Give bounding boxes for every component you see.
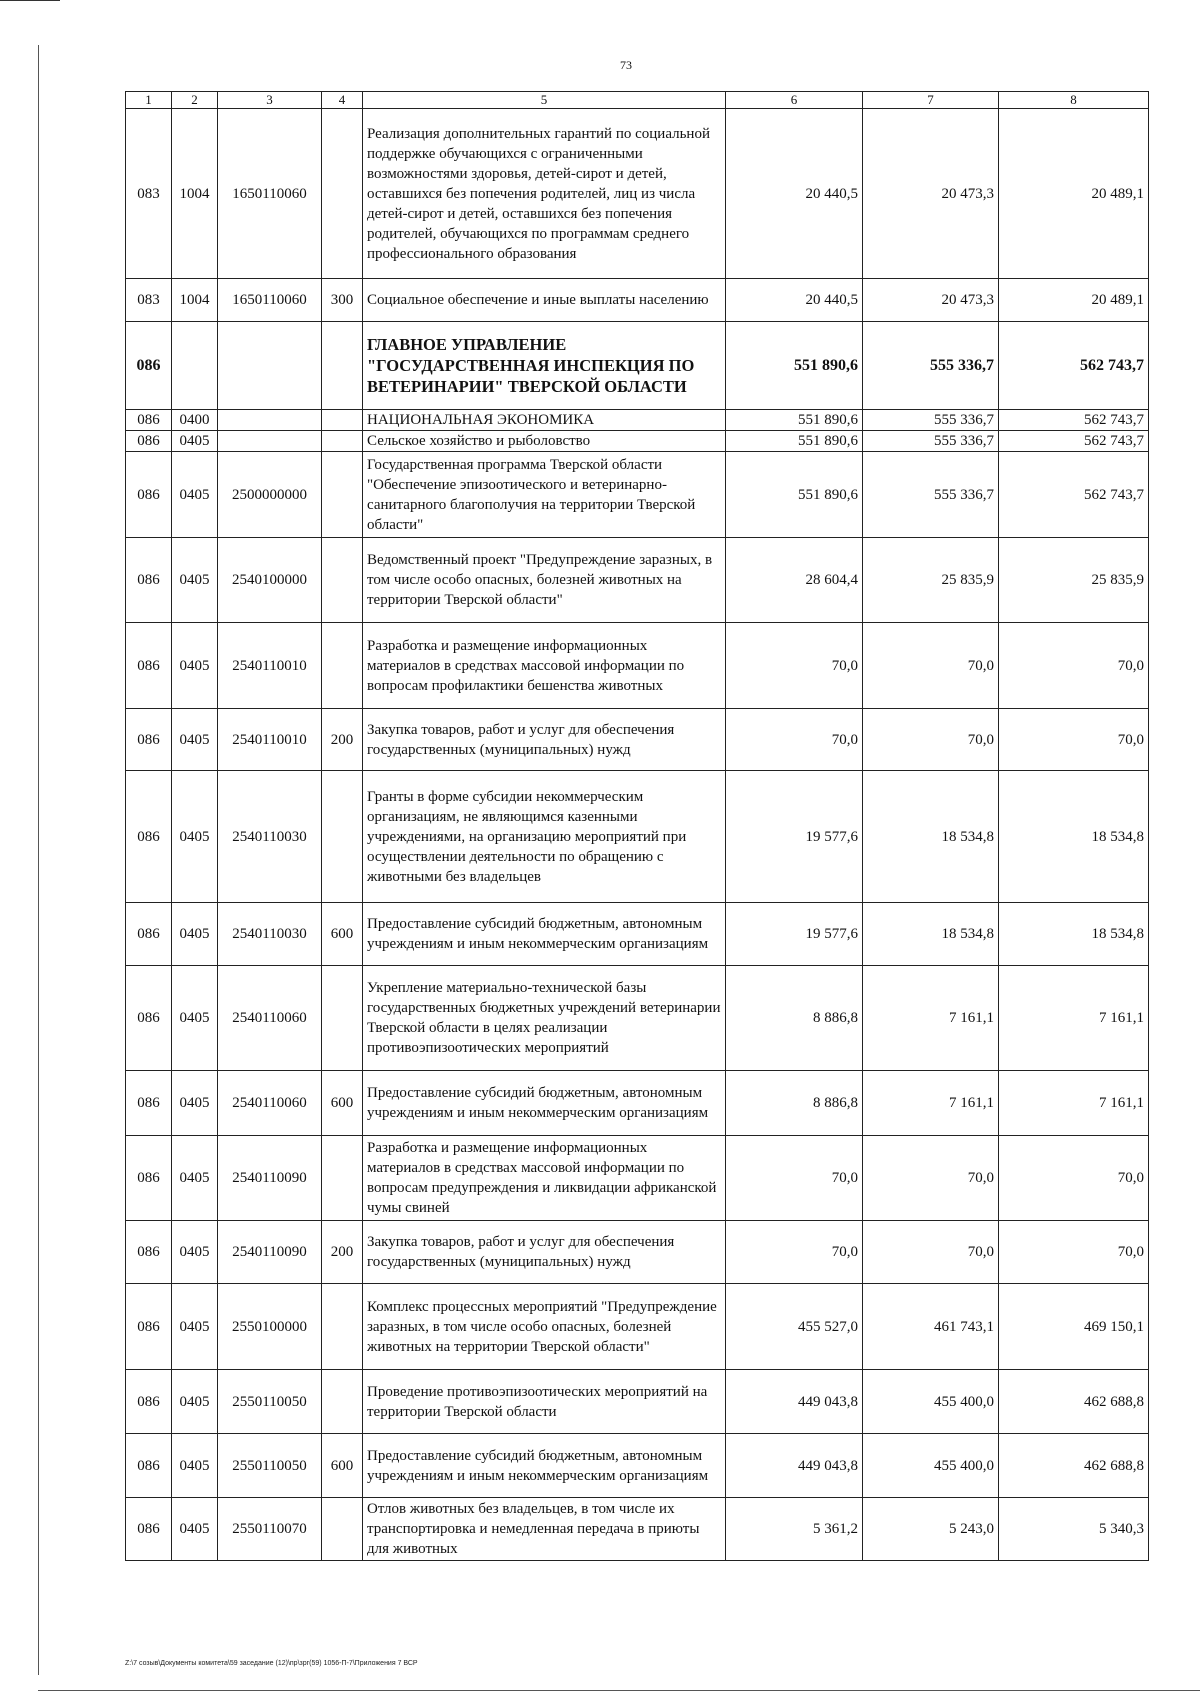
cell-amount-year2: 18 534,8: [863, 771, 999, 903]
cell-target-article: 2540110060: [218, 966, 322, 1071]
cell-amount-year1: 28 604,4: [726, 538, 863, 623]
cell-ministry-code: 086: [126, 1284, 172, 1370]
cell-expense-type: 200: [322, 709, 363, 771]
cell-amount-year2: 70,0: [863, 1136, 999, 1221]
cell-section-code: 0405: [172, 623, 218, 709]
scan-left-edge: [38, 45, 39, 1675]
cell-section-code: 0405: [172, 903, 218, 966]
cell-amount-year1: 70,0: [726, 709, 863, 771]
table-row: [126, 431, 1149, 452]
budget-table: [125, 91, 1149, 1561]
cell-section-code: 1004: [172, 279, 218, 322]
cell-amount-year3: 70,0: [999, 709, 1149, 771]
column-header: 7: [863, 92, 999, 109]
cell-amount-year1: 19 577,6: [726, 771, 863, 903]
cell-amount-year3: 18 534,8: [999, 903, 1149, 966]
cell-amount-year2: 18 534,8: [863, 903, 999, 966]
column-header: 4: [322, 92, 363, 109]
cell-target-article: 2500000000: [218, 452, 322, 538]
cell-amount-year2: 7 161,1: [863, 1071, 999, 1136]
cell-amount-year3: 5 340,3: [999, 1498, 1149, 1561]
scan-corner-mark: [0, 0, 60, 5]
cell-amount-year3: 70,0: [999, 623, 1149, 709]
cell-section-code: 0400: [172, 410, 218, 431]
cell-ministry-code: 083: [126, 109, 172, 279]
cell-section-code: 0405: [172, 1284, 218, 1370]
cell-expense-type: [322, 771, 363, 903]
cell-amount-year1: 5 361,2: [726, 1498, 863, 1561]
cell-expense-type: 300: [322, 279, 363, 322]
cell-ministry-code: 086: [126, 1498, 172, 1561]
cell-expense-type: [322, 1370, 363, 1434]
table-row: [126, 452, 1149, 538]
column-header: 8: [999, 92, 1149, 109]
cell-ministry-code: 086: [126, 771, 172, 903]
scan-bottom-edge: [38, 1690, 1200, 1691]
cell-amount-year2: 70,0: [863, 1221, 999, 1284]
cell-amount-year2: 20 473,3: [863, 279, 999, 322]
cell-expense-type: [322, 322, 363, 410]
cell-ministry-code: 086: [126, 431, 172, 452]
cell-ministry-code: 086: [126, 623, 172, 709]
cell-amount-year1: 70,0: [726, 1136, 863, 1221]
cell-target-article: 2540110030: [218, 903, 322, 966]
cell-ministry-code: 086: [126, 1370, 172, 1434]
table-row: [126, 1221, 1149, 1284]
cell-expense-type: [322, 410, 363, 431]
cell-expense-type: [322, 1136, 363, 1221]
cell-amount-year1: 551 890,6: [726, 410, 863, 431]
cell-expense-type: [322, 431, 363, 452]
cell-ministry-code: 086: [126, 1434, 172, 1498]
cell-amount-year1: 551 890,6: [726, 322, 863, 410]
cell-expense-type: 200: [322, 1221, 363, 1284]
cell-ministry-code: 086: [126, 322, 172, 410]
cell-target-article: [218, 431, 322, 452]
cell-name: Социальное обеспечение и иные выплаты населению: [363, 279, 726, 322]
cell-target-article: 2540110060: [218, 1071, 322, 1136]
cell-target-article: 2540110010: [218, 709, 322, 771]
cell-target-article: 2540110010: [218, 623, 322, 709]
cell-section-code: 0405: [172, 452, 218, 538]
cell-ministry-code: 086: [126, 1221, 172, 1284]
cell-amount-year2: 455 400,0: [863, 1434, 999, 1498]
cell-amount-year1: 20 440,5: [726, 109, 863, 279]
cell-target-article: 1650110060: [218, 279, 322, 322]
cell-amount-year2: 461 743,1: [863, 1284, 999, 1370]
cell-amount-year2: 70,0: [863, 709, 999, 771]
cell-amount-year3: 562 743,7: [999, 410, 1149, 431]
cell-amount-year3: 20 489,1: [999, 279, 1149, 322]
cell-amount-year1: 551 890,6: [726, 431, 863, 452]
cell-name: ГЛАВНОЕ УПРАВЛЕНИЕ "ГОСУДАРСТВЕННАЯ ИНСПЕКЦИЯ ПО ВЕТЕРИНАРИИ" ТВЕРСКОЙ ОБЛАСТИ: [363, 322, 726, 410]
cell-amount-year1: 449 043,8: [726, 1370, 863, 1434]
cell-ministry-code: 086: [126, 1136, 172, 1221]
cell-name: Государственная программа Тверской области "Обеспечение эпизоотического и ветеринарно-санитарного благополучия на территории Тверской области": [363, 452, 726, 538]
column-header: 1: [126, 92, 172, 109]
cell-section-code: 0405: [172, 1498, 218, 1561]
cell-amount-year1: 551 890,6: [726, 452, 863, 538]
footer-file-path: Z:\7 созыв\Документы комитета\59 заседание (12)\пр\зрг(59) 1056-П-7\Приложения 7 ВСР: [125, 1660, 418, 1667]
cell-target-article: 2550110050: [218, 1370, 322, 1434]
cell-amount-year1: 19 577,6: [726, 903, 863, 966]
table-row: [126, 109, 1149, 279]
cell-amount-year3: 562 743,7: [999, 452, 1149, 538]
cell-section-code: 0405: [172, 1434, 218, 1498]
cell-name: НАЦИОНАЛЬНАЯ ЭКОНОМИКА: [363, 410, 726, 431]
cell-expense-type: 600: [322, 1071, 363, 1136]
cell-section-code: [172, 322, 218, 410]
cell-ministry-code: 086: [126, 709, 172, 771]
cell-amount-year1: 8 886,8: [726, 966, 863, 1071]
cell-name: Предоставление субсидий бюджетным, автономным учреждениям и иным некоммерческим организациям: [363, 1071, 726, 1136]
cell-amount-year2: 555 336,7: [863, 410, 999, 431]
cell-expense-type: 600: [322, 903, 363, 966]
cell-amount-year2: 5 243,0: [863, 1498, 999, 1561]
cell-amount-year1: 20 440,5: [726, 279, 863, 322]
cell-amount-year1: 449 043,8: [726, 1434, 863, 1498]
cell-section-code: 0405: [172, 1136, 218, 1221]
cell-amount-year2: 555 336,7: [863, 322, 999, 410]
column-header: 5: [363, 92, 726, 109]
cell-name: Сельское хозяйство и рыболовство: [363, 431, 726, 452]
cell-expense-type: [322, 623, 363, 709]
cell-name: Разработка и размещение информационных материалов в средствах массовой информации по вопросам предупреждения и ликвидации африканской чумы свиней: [363, 1136, 726, 1221]
cell-amount-year3: 7 161,1: [999, 1071, 1149, 1136]
cell-target-article: [218, 322, 322, 410]
table-row: [126, 1498, 1149, 1561]
cell-target-article: 2540100000: [218, 538, 322, 623]
cell-amount-year3: 562 743,7: [999, 431, 1149, 452]
cell-amount-year3: 7 161,1: [999, 966, 1149, 1071]
table-row: [126, 1370, 1149, 1434]
cell-section-code: 0405: [172, 771, 218, 903]
cell-target-article: [218, 410, 322, 431]
cell-expense-type: [322, 1498, 363, 1561]
cell-name: Отлов животных без владельцев, в том числе их транспортировка и немедленная передача в приюты для животных: [363, 1498, 726, 1561]
cell-target-article: 2550110070: [218, 1498, 322, 1561]
cell-amount-year2: 70,0: [863, 623, 999, 709]
table-row: [126, 1434, 1149, 1498]
cell-ministry-code: 086: [126, 410, 172, 431]
cell-target-article: 2540110090: [218, 1136, 322, 1221]
cell-amount-year2: 20 473,3: [863, 109, 999, 279]
cell-target-article: 2540110090: [218, 1221, 322, 1284]
cell-name: Предоставление субсидий бюджетным, автономным учреждениям и иным некоммерческим организациям: [363, 903, 726, 966]
cell-target-article: 2550100000: [218, 1284, 322, 1370]
cell-expense-type: [322, 1284, 363, 1370]
page-number: 73: [620, 58, 632, 72]
table-row: [126, 538, 1149, 623]
table-row: [126, 771, 1149, 903]
table-row: [126, 279, 1149, 322]
cell-amount-year3: 562 743,7: [999, 322, 1149, 410]
cell-expense-type: 600: [322, 1434, 363, 1498]
cell-section-code: 0405: [172, 966, 218, 1071]
table-row: [126, 966, 1149, 1071]
column-header: 2: [172, 92, 218, 109]
cell-ministry-code: 086: [126, 966, 172, 1071]
cell-name: Гранты в форме субсидии некоммерческим организациям, не являющимся казенными учреждениями, на организацию мероприятий при осуществлении деятельности по обращению с животными без владельцев: [363, 771, 726, 903]
cell-expense-type: [322, 538, 363, 623]
column-header: 3: [218, 92, 322, 109]
cell-amount-year3: 18 534,8: [999, 771, 1149, 903]
cell-amount-year1: 8 886,8: [726, 1071, 863, 1136]
cell-ministry-code: 086: [126, 538, 172, 623]
cell-expense-type: [322, 109, 363, 279]
cell-section-code: 0405: [172, 1370, 218, 1434]
table-row-department: [126, 322, 1149, 410]
cell-amount-year3: 462 688,8: [999, 1370, 1149, 1434]
cell-amount-year2: 555 336,7: [863, 431, 999, 452]
cell-section-code: 1004: [172, 109, 218, 279]
table-row: [126, 410, 1149, 431]
cell-amount-year1: 70,0: [726, 623, 863, 709]
column-header: 6: [726, 92, 863, 109]
cell-amount-year1: 455 527,0: [726, 1284, 863, 1370]
table-row: [126, 903, 1149, 966]
cell-name: Ведомственный проект "Предупреждение заразных, в том числе особо опасных, болезней животных на территории Тверской области": [363, 538, 726, 623]
cell-section-code: 0405: [172, 431, 218, 452]
cell-section-code: 0405: [172, 1221, 218, 1284]
table-row: [126, 1136, 1149, 1221]
cell-name: Закупка товаров, работ и услуг для обеспечения государственных (муниципальных) нужд: [363, 709, 726, 771]
cell-target-article: 2550110050: [218, 1434, 322, 1498]
cell-amount-year3: 469 150,1: [999, 1284, 1149, 1370]
cell-name: Предоставление субсидий бюджетным, автономным учреждениям и иным некоммерческим организациям: [363, 1434, 726, 1498]
cell-name: Разработка и размещение информационных материалов в средствах массовой информации по вопросам профилактики бешенства животных: [363, 623, 726, 709]
table-row: [126, 1071, 1149, 1136]
cell-amount-year2: 455 400,0: [863, 1370, 999, 1434]
cell-name: Комплекс процессных мероприятий "Предупреждение заразных, в том числе особо опасных, болезней животных на территории Тверской области": [363, 1284, 726, 1370]
column-number-row: [126, 92, 1149, 109]
table-row: [126, 623, 1149, 709]
cell-amount-year2: 7 161,1: [863, 966, 999, 1071]
cell-amount-year3: 462 688,8: [999, 1434, 1149, 1498]
cell-section-code: 0405: [172, 1071, 218, 1136]
cell-amount-year2: 555 336,7: [863, 452, 999, 538]
cell-name: Проведение противоэпизоотических мероприятий на территории Тверской области: [363, 1370, 726, 1434]
cell-amount-year3: 70,0: [999, 1136, 1149, 1221]
cell-target-article: 2540110030: [218, 771, 322, 903]
cell-ministry-code: 086: [126, 1071, 172, 1136]
cell-name: Закупка товаров, работ и услуг для обеспечения государственных (муниципальных) нужд: [363, 1221, 726, 1284]
table-row: [126, 1284, 1149, 1370]
table-row: [126, 709, 1149, 771]
cell-section-code: 0405: [172, 709, 218, 771]
cell-name: Реализация дополнительных гарантий по социальной поддержке обучающихся с ограниченными возможностями здоровья, детей-сирот и детей, оставшихся без попечения родителей, лиц из числа детей-сирот и детей, оставшихся без попечения родителей, обучающихся по программам среднего профессионального образования: [363, 109, 726, 279]
cell-name: Укрепление материально-технической базы государственных бюджетных учреждений ветеринарии Тверской области в целях реализации противоэпизоотических мероприятий: [363, 966, 726, 1071]
cell-ministry-code: 086: [126, 903, 172, 966]
cell-amount-year3: 70,0: [999, 1221, 1149, 1284]
cell-amount-year2: 25 835,9: [863, 538, 999, 623]
cell-expense-type: [322, 966, 363, 1071]
cell-ministry-code: 086: [126, 452, 172, 538]
cell-amount-year3: 20 489,1: [999, 109, 1149, 279]
cell-amount-year3: 25 835,9: [999, 538, 1149, 623]
cell-target-article: 1650110060: [218, 109, 322, 279]
cell-ministry-code: 083: [126, 279, 172, 322]
cell-amount-year1: 70,0: [726, 1221, 863, 1284]
cell-section-code: 0405: [172, 538, 218, 623]
cell-expense-type: [322, 452, 363, 538]
